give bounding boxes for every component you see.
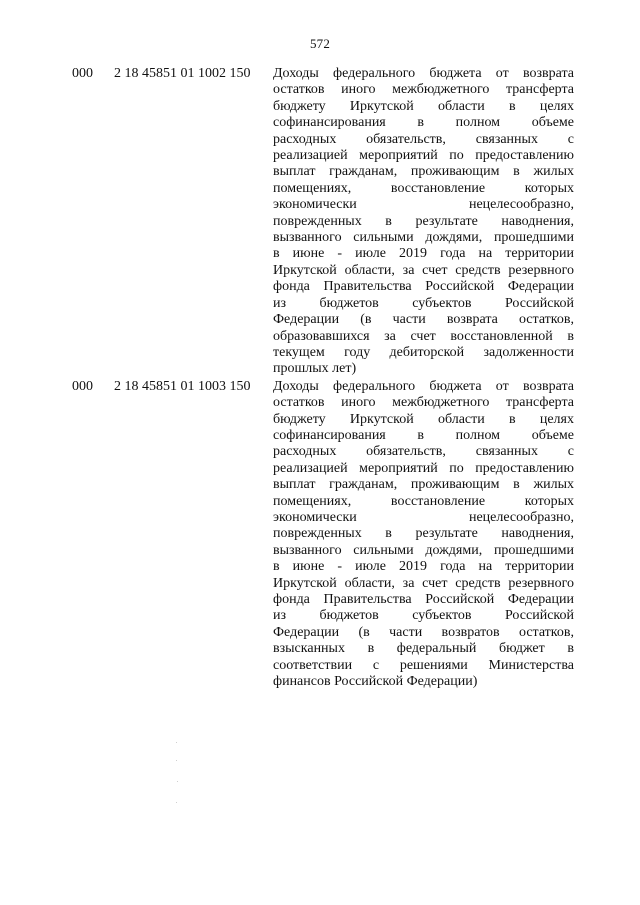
description-line: софинансирования в полном объеме bbox=[273, 115, 574, 131]
description-line: поврежденных в результате наводнения, bbox=[273, 526, 574, 542]
description-line: экономически нецелесообразно, bbox=[273, 197, 574, 213]
revenue-entry bbox=[0, 66, 640, 378]
description-line: расходных обязательств, связанных с bbox=[273, 444, 574, 460]
description-line: взысканных в федеральный бюджет в bbox=[273, 641, 574, 657]
description-line: остатков иного межбюджетного трансферта bbox=[273, 395, 574, 411]
scan-speck bbox=[176, 802, 177, 803]
description-line: реализацией мероприятий по предоставлению bbox=[273, 460, 574, 476]
scan-speck bbox=[176, 742, 177, 743]
description-line: из бюджетов субъектов Российской bbox=[273, 295, 574, 311]
description-line: образовавшихся за счет восстановленной в bbox=[273, 328, 574, 344]
description-line: текущем году дебиторской задолженности bbox=[273, 344, 574, 360]
budget-classification-code: 2 18 45851 01 1003 150 bbox=[114, 378, 251, 394]
description-line: вызванного сильными дождями, прошедшими bbox=[273, 542, 574, 558]
description-line: Федерации (в части возвратов остатков, bbox=[273, 624, 574, 640]
description-line: поврежденных в результате наводнения, bbox=[273, 213, 574, 229]
revenue-description bbox=[273, 66, 574, 378]
description-line: в июне - июле 2019 года на территории bbox=[273, 559, 574, 575]
description-line: бюджету Иркутской области в целях bbox=[273, 411, 574, 427]
description-line: фонда Правительства Российской Федерации bbox=[273, 279, 574, 295]
description-line: финансов Российской Федерации) bbox=[273, 674, 478, 690]
description-line: Федерации (в части возврата остатков, bbox=[273, 312, 574, 328]
description-line: помещениях, восстановление которых bbox=[273, 493, 574, 509]
page-number: 572 bbox=[309, 36, 331, 51]
description-line: расходных обязательств, связанных с bbox=[273, 131, 574, 147]
description-line: софинансирования в полном объеме bbox=[273, 427, 574, 443]
description-line: помещениях, восстановление которых bbox=[273, 180, 574, 196]
budget-classification-code: 2 18 45851 01 1002 150 bbox=[114, 66, 251, 81]
description-line: Иркутской области, за счет средств резервного bbox=[273, 262, 574, 278]
description-line: Доходы федерального бюджета от возврата bbox=[273, 378, 574, 394]
description-line: Иркутской области, за счет средств резервного bbox=[273, 575, 574, 591]
description-line: фонда Правительства Российской Федерации bbox=[273, 592, 574, 607]
description-line: в июне - июле 2019 года на территории bbox=[273, 246, 574, 262]
description-line: прошлых лет) bbox=[273, 361, 357, 377]
description-line: из бюджетов субъектов Российской bbox=[273, 608, 574, 624]
description-line: Доходы федерального бюджета от возврата bbox=[273, 66, 574, 81]
revenue-description bbox=[273, 379, 574, 691]
admin-code: 000 bbox=[72, 66, 93, 81]
description-line: бюджету Иркутской области в целях bbox=[273, 98, 574, 114]
scan-speck bbox=[177, 781, 178, 782]
description-line: экономически нецелесообразно, bbox=[273, 509, 574, 525]
description-line: вызванного сильными дождями, прошедшими bbox=[273, 230, 574, 246]
description-line: выплат гражданам, проживающим в жилых bbox=[273, 477, 574, 493]
revenue-entry bbox=[0, 379, 640, 691]
scan-speck bbox=[176, 760, 177, 761]
description-line: соответствии с решениями Министерства bbox=[273, 657, 574, 673]
revenue-code-list bbox=[0, 66, 640, 691]
description-line: выплат гражданам, проживающим в жилых bbox=[273, 164, 574, 180]
description-line: реализацией мероприятий по предоставлению bbox=[273, 148, 574, 164]
description-line: остатков иного межбюджетного трансферта bbox=[273, 82, 574, 98]
admin-code: 000 bbox=[72, 378, 93, 394]
